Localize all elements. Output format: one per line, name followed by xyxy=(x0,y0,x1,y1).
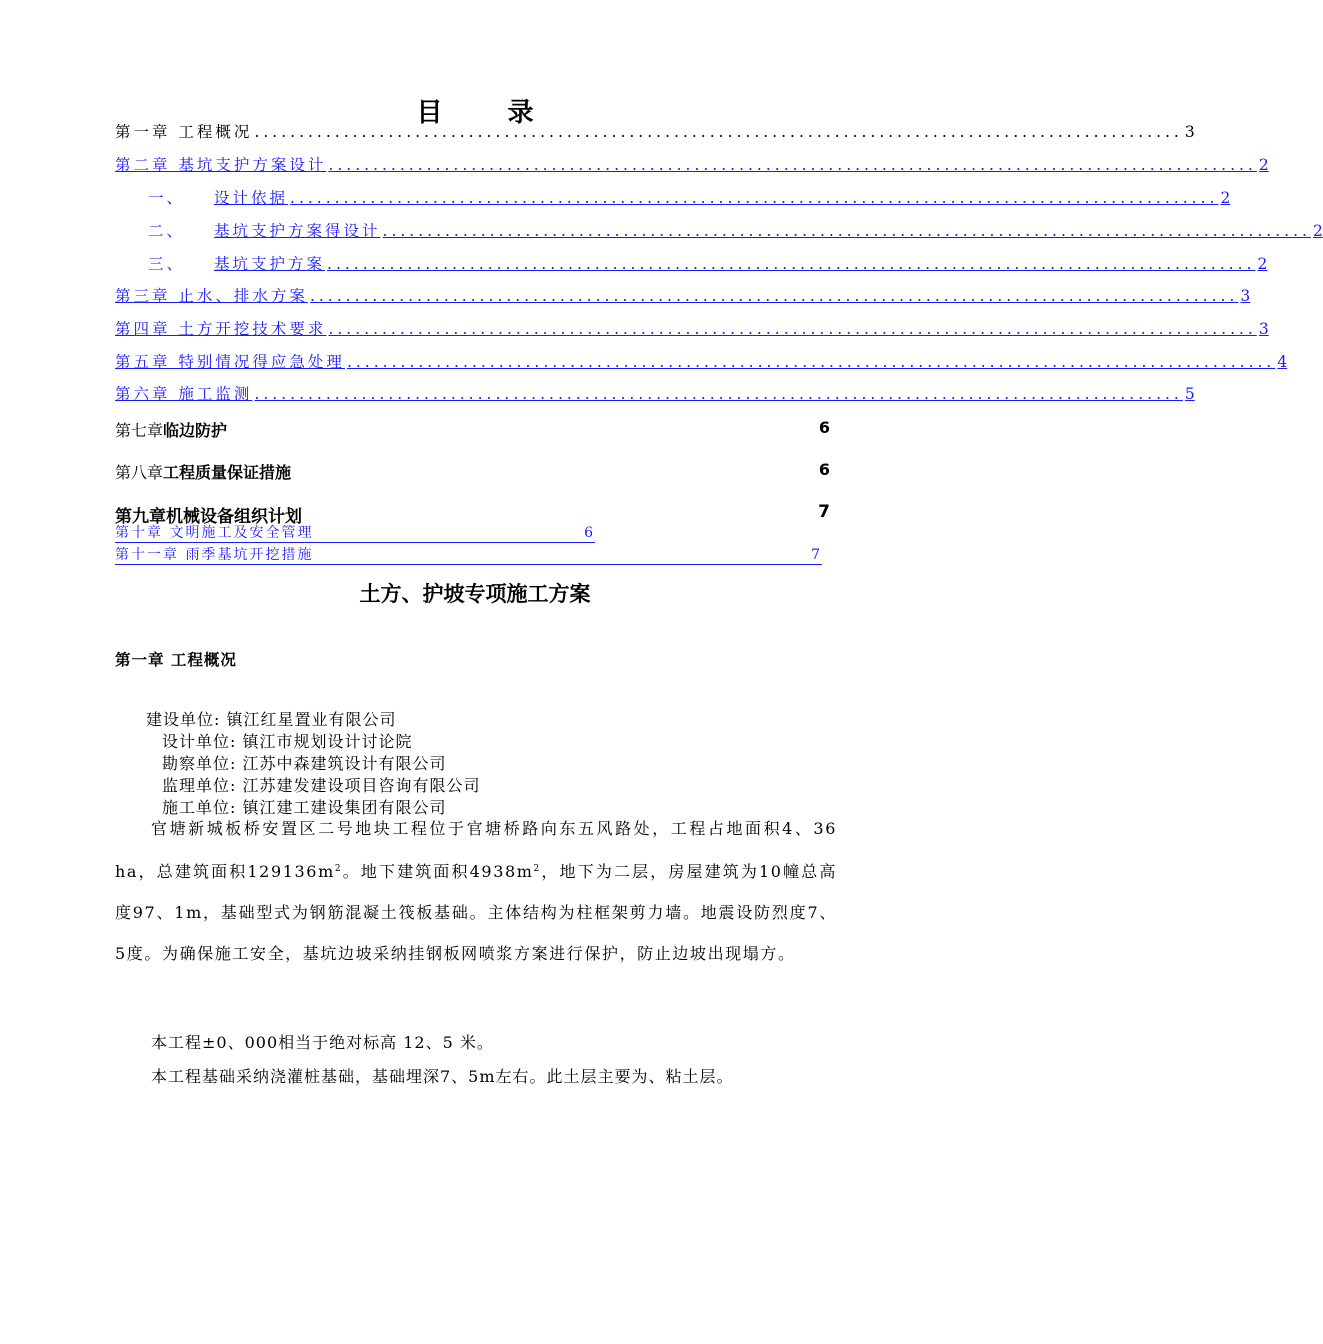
project-overview-paragraph: 官塘新城板桥安置区二号地块工程位于官塘桥路向东五风路处，工程占地面积4、36 ha，总建筑面积$129136m^2$。地下建筑面积$4938m^2$，地下为二层，房屋建筑为10幢总高度97、1m，基础型式为钢筋混凝土筏板基础。主体结构为柱框架剪力墙。地震设防烈度7、5度。为确保施工安全，基坑边坡采纳挂钢板网喷浆方案进行保护，防止边坡出现塌方。 xyxy=(115,819,837,963)
toc-leader: ........................................................................................................ xyxy=(254,385,1183,403)
toc-label: 第七章临边防护 xyxy=(115,421,228,440)
toc-label: 第一章 工程概况 xyxy=(115,123,253,141)
toc-page: 3 xyxy=(1258,320,1269,338)
toc-page: 7 xyxy=(811,547,822,563)
toc-leader: ........................................................................................................ xyxy=(328,320,1257,338)
contractor-unit: 施工单位: 镇江建工建设集团有限公司 xyxy=(162,798,447,817)
toc-label: 第五章 特别情况得应急处理 xyxy=(115,353,345,371)
toc-link[interactable] xyxy=(148,252,1268,276)
toc-link[interactable] xyxy=(115,153,1269,177)
toc-page: 6 xyxy=(818,418,830,437)
toc-label: 第六章 施工监测 xyxy=(115,385,253,403)
toc-title: 目 录 xyxy=(416,98,562,128)
supervision-unit: 监理单位: 江苏建发建设项目咨询有限公司 xyxy=(162,776,481,795)
toc-label: 第三章 止水、排水方案 xyxy=(115,287,308,305)
toc-page: 3 xyxy=(1240,287,1251,305)
toc-link[interactable] xyxy=(115,350,1288,374)
construction-unit: 建设单位: 镇江红星置业有限公司 xyxy=(146,710,397,729)
toc-page: 4 xyxy=(1277,353,1288,371)
toc-leader: ........................................................................................................ xyxy=(254,123,1183,141)
toc-link[interactable] xyxy=(115,317,1269,341)
elevation-paragraph: 本工程±0、000相当于绝对标高 12、5 米。 xyxy=(151,1033,494,1052)
toc-page: 3 xyxy=(1184,123,1195,141)
toc-label: 第十一章 雨季基坑开挖措施 xyxy=(115,547,314,563)
toc-leader: ........................................................................................................ xyxy=(309,287,1239,305)
toc-page: 6 xyxy=(818,460,830,479)
toc-page: 6 xyxy=(584,525,595,541)
toc-label: 第二章 基坑支护方案设计 xyxy=(115,156,327,174)
toc-link[interactable] xyxy=(115,382,1195,406)
chapter-heading: 第一章 工程概况 xyxy=(115,651,237,669)
toc-label: 第十章 文明施工及安全管理 xyxy=(115,525,314,541)
toc-label: 第四章 土方开挖技术要求 xyxy=(115,320,327,338)
toc-label: 一、 设计依据 xyxy=(148,189,289,207)
toc-row[interactable] xyxy=(115,120,1195,144)
toc-page: 2 xyxy=(1258,156,1269,174)
toc-leader: ........................................................................................................ xyxy=(327,255,1256,273)
toc-leader: ........................................................................................................ xyxy=(328,156,1257,174)
toc-page: 2 xyxy=(1312,222,1323,240)
toc-leader: ........................................................................................................ xyxy=(382,222,1311,240)
toc-leader: ........................................................................................................ xyxy=(290,189,1219,207)
toc-label: 第八章工程质量保证措施 xyxy=(115,463,292,482)
toc-link[interactable] xyxy=(115,284,1251,308)
toc-link[interactable] xyxy=(115,524,595,543)
toc-page: 7 xyxy=(818,502,830,522)
toc-label: 二、 基坑支护方案得设计 xyxy=(148,222,381,240)
toc-plain-row[interactable] xyxy=(115,460,830,483)
toc-link[interactable] xyxy=(115,546,822,565)
foundation-paragraph: 本工程基础采纳浇灌桩基础，基础埋深7、5m左右。此土层主要为、粘土层。 xyxy=(151,1067,734,1086)
document-title: 土方、护坡专项施工方案 xyxy=(359,582,591,606)
toc-plain-row[interactable] xyxy=(115,418,830,441)
design-unit: 设计单位: 镇江市规划设计讨论院 xyxy=(162,732,413,751)
toc-page: 2 xyxy=(1220,189,1231,207)
toc-label: 三、 基坑支护方案 xyxy=(148,255,326,273)
toc-page: 2 xyxy=(1257,255,1268,273)
toc-link[interactable] xyxy=(148,219,1323,243)
toc-link[interactable] xyxy=(148,186,1231,210)
survey-unit: 勘察单位: 江苏中森建筑设计有限公司 xyxy=(162,754,447,773)
toc-leader: ........................................................................................................ xyxy=(346,353,1276,371)
toc-label: 第九章机械设备组织计划 xyxy=(115,507,302,527)
toc-page: 5 xyxy=(1184,385,1195,403)
